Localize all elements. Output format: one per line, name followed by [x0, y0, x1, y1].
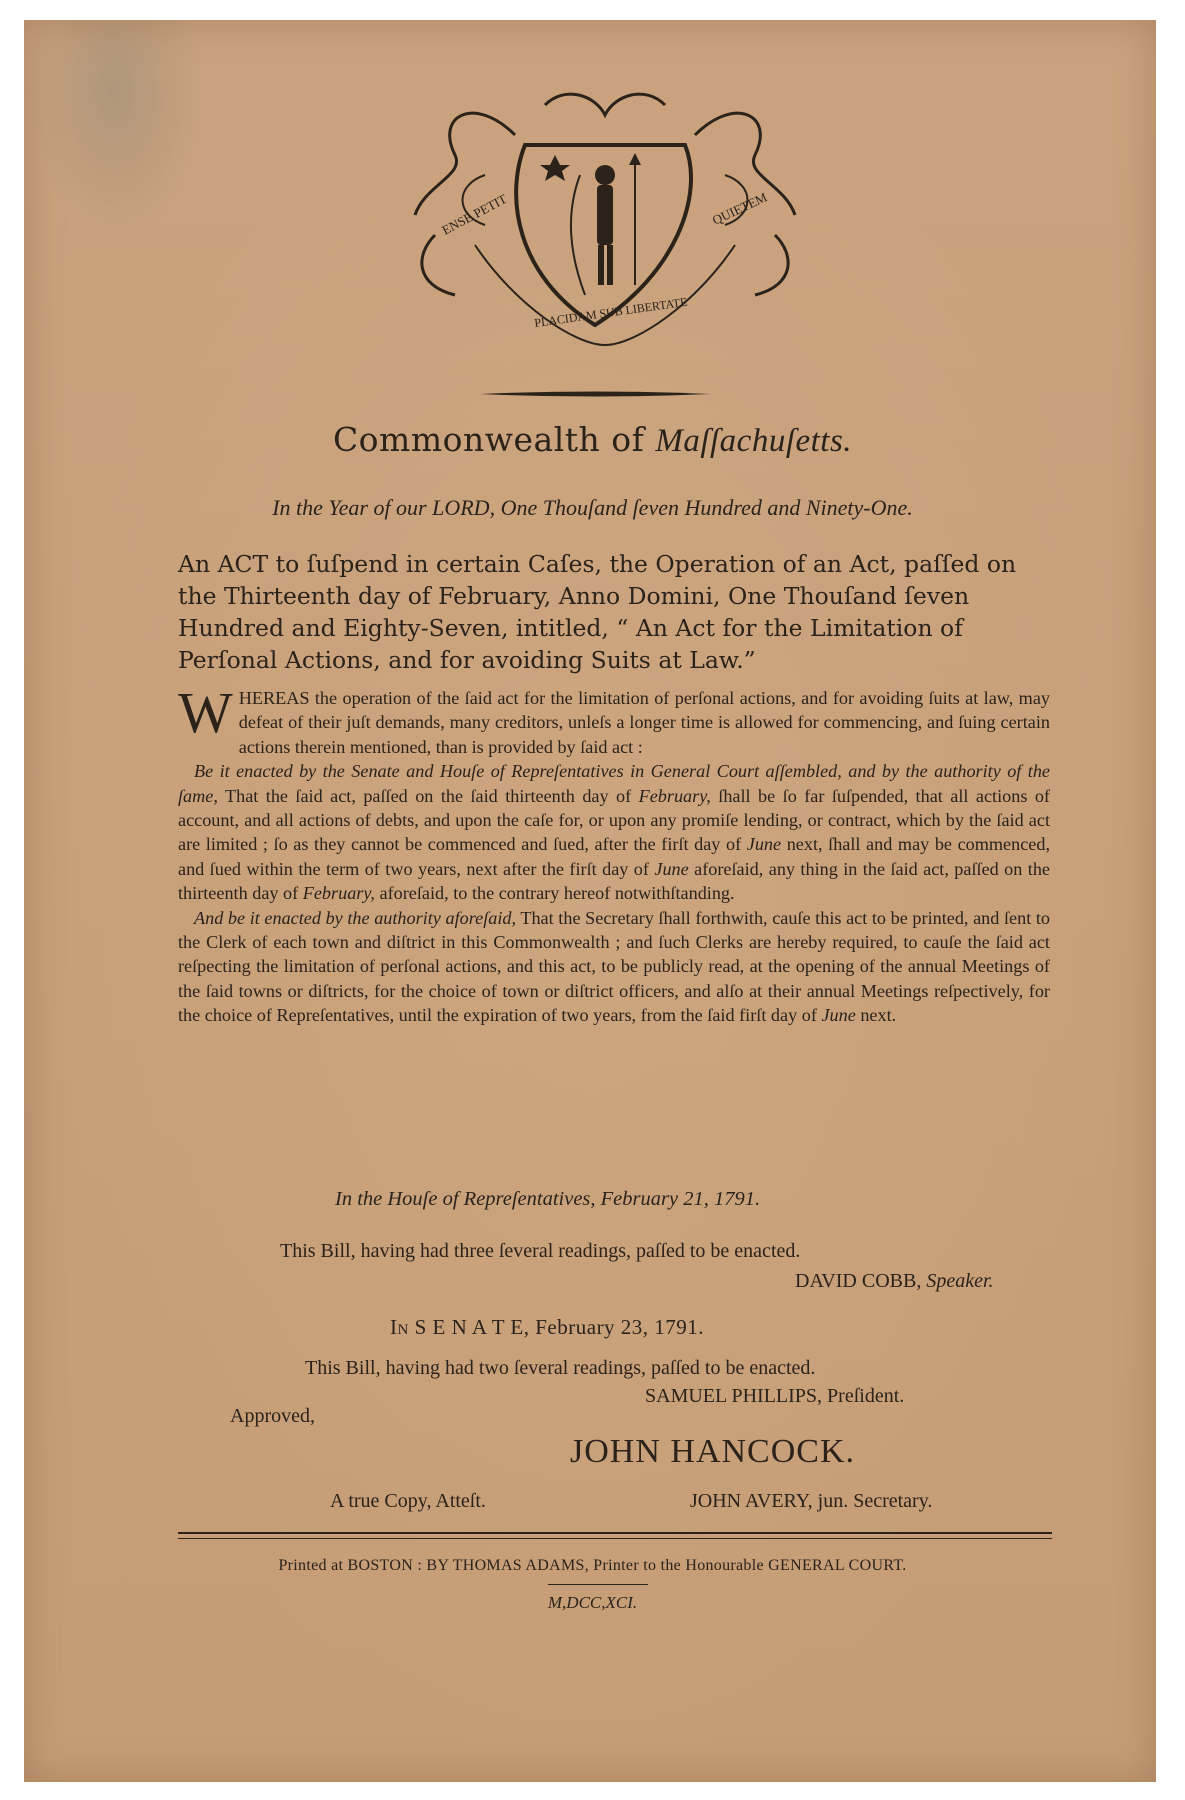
enact1-text-a: That the ſaid act, paſſed on the ſaid thirteenth day of — [217, 785, 639, 806]
enactment-paragraph-1 — [178, 759, 1050, 905]
year-line: In the Year of our LORD, One Thouſand ſeven Hundred and Ninety-One. — [272, 495, 913, 520]
senate-word: S E N A T E, — [414, 1315, 530, 1339]
title-main: Commonwealth of — [332, 420, 656, 459]
enact1-text-c: next, ſhall and may be commenced, and ſued within the term of two years, next after the firſt day of — [178, 834, 1050, 879]
speaker-signature — [795, 1270, 994, 1293]
seal-motto-bottom: PLACIDAM SUB LIBERTATE — [533, 294, 689, 330]
double-rule-divider — [178, 1532, 1052, 1539]
drop-cap: W — [178, 680, 233, 745]
president-signature: SAMUEL PHILLIPS, Preſident. — [645, 1385, 905, 1407]
house-bill-readings: This Bill, having had three ſeveral readings, paſſed to be enacted. — [280, 1240, 801, 1262]
seal-motto-left: ENSE PETIT — [439, 191, 510, 238]
enact1-italic: Be it enacted by the Senate and Houſe of Repreſentatives in General Court aſſembled, and by the authority of the ſame, — [178, 761, 1050, 806]
whereas-paragraph — [178, 680, 1050, 759]
enactment-paragraph-2 — [178, 906, 1050, 1028]
speaker-name: DAVID COBB, — [795, 1270, 927, 1292]
speaker-title: Speaker. — [926, 1270, 994, 1292]
enact1-june-2: June — [654, 858, 689, 879]
approved-label: Approved, — [230, 1405, 315, 1427]
attest-label: A true Copy, Atteſt. — [330, 1490, 486, 1512]
enact2-june: June — [821, 1005, 856, 1026]
senate-bill-readings: This Bill, having had two ſeveral readings, paſſed to be enacted. — [305, 1357, 816, 1379]
senate-prefix: In — [390, 1315, 415, 1339]
page-title — [0, 420, 1185, 460]
enact1-text-b: ſhall be ſo far ſuſpended, that all actions of account, and all actions of debts, and upon the caſe for, or upon any promiſe lending, or contract, which by the ſaid act are limited ; ſo as they cannot be commenced and ſued, after the firſt day of — [178, 785, 1050, 855]
enact2-text-a: That the Secretary ſhall forthwith, cauſe this act to be printed, and ſent to the Clerk of each town and diſtrict in this Commonwealth ; and ſuch Clerks are hereby required, to cauſe the ſaid act reſpecting the limitation of perſonal actions, and this act, to be publicly read, at the opening of the annual Meetings of the ſaid towns or diſtricts, for the choice of town or diſtrict officers, and alſo at their annual Meetings reſpectively, for the choice of Repreſentatives, until the expiration of two years, from the ſaid firſt day of — [178, 907, 1051, 1026]
enact1-february-2: February, — [302, 883, 375, 904]
seal-motto-right: QUIETEM — [709, 189, 770, 228]
enact1-february: February, — [638, 785, 711, 806]
ornamental-rule — [480, 391, 710, 397]
senate-date-line — [390, 1315, 704, 1340]
enact1-june: June — [746, 834, 782, 855]
secretary-signature: JOHN AVERY, jun. Secretary. — [690, 1490, 933, 1512]
short-rule-divider — [548, 1584, 648, 1585]
house-date-line: In the Houſe of Repreſentatives, February 21, 1791. — [335, 1188, 761, 1210]
printer-imprint: Printed at BOSTON : BY THOMAS ADAMS, Printer to the Honourable GENERAL COURT. — [278, 1557, 907, 1574]
enact1-text-e: aforeſaid, to the contrary hereof notwithſtanding. — [374, 883, 735, 904]
governor-signature: JOHN HANCOCK. — [570, 1433, 856, 1470]
enact2-text-b: next. — [855, 1005, 897, 1026]
act-title: An ACT to ſuſpend in certain Caſes, the Operation of an Act, paſſed on the Thirteenth day of February, Anno Domini, One Thouſand ſeven Hundred and Eighty-Seven, intitled, “ An Act for the Limitation of Perſonal Actions, and for avoiding Suits at Law.” — [178, 550, 1017, 674]
act-body — [178, 680, 1051, 1028]
whereas-text: HEREAS the operation of the ſaid act for the limitation of perſonal actions, and for avoiding ſuits at law, may defeat of their juſt demands, many creditors, unleſs a longer time is allowed for commencing, and ſuing certain actions therein mentioned, than is provided by ſaid act : — [238, 688, 1050, 757]
senate-date: February 23, 1791. — [529, 1315, 705, 1339]
enact2-italic: And be it enacted by the authority aforeſaid, — [194, 907, 517, 928]
enact1-text-d: aforeſaid, any thing in the ſaid act, paſſed on the thirteenth day of — [178, 858, 1050, 904]
title-italic: Maſſachuſetts. — [655, 423, 853, 459]
massachusetts-seal — [395, 75, 815, 360]
imprint-date: M,DCC,XCI. — [547, 1593, 638, 1612]
